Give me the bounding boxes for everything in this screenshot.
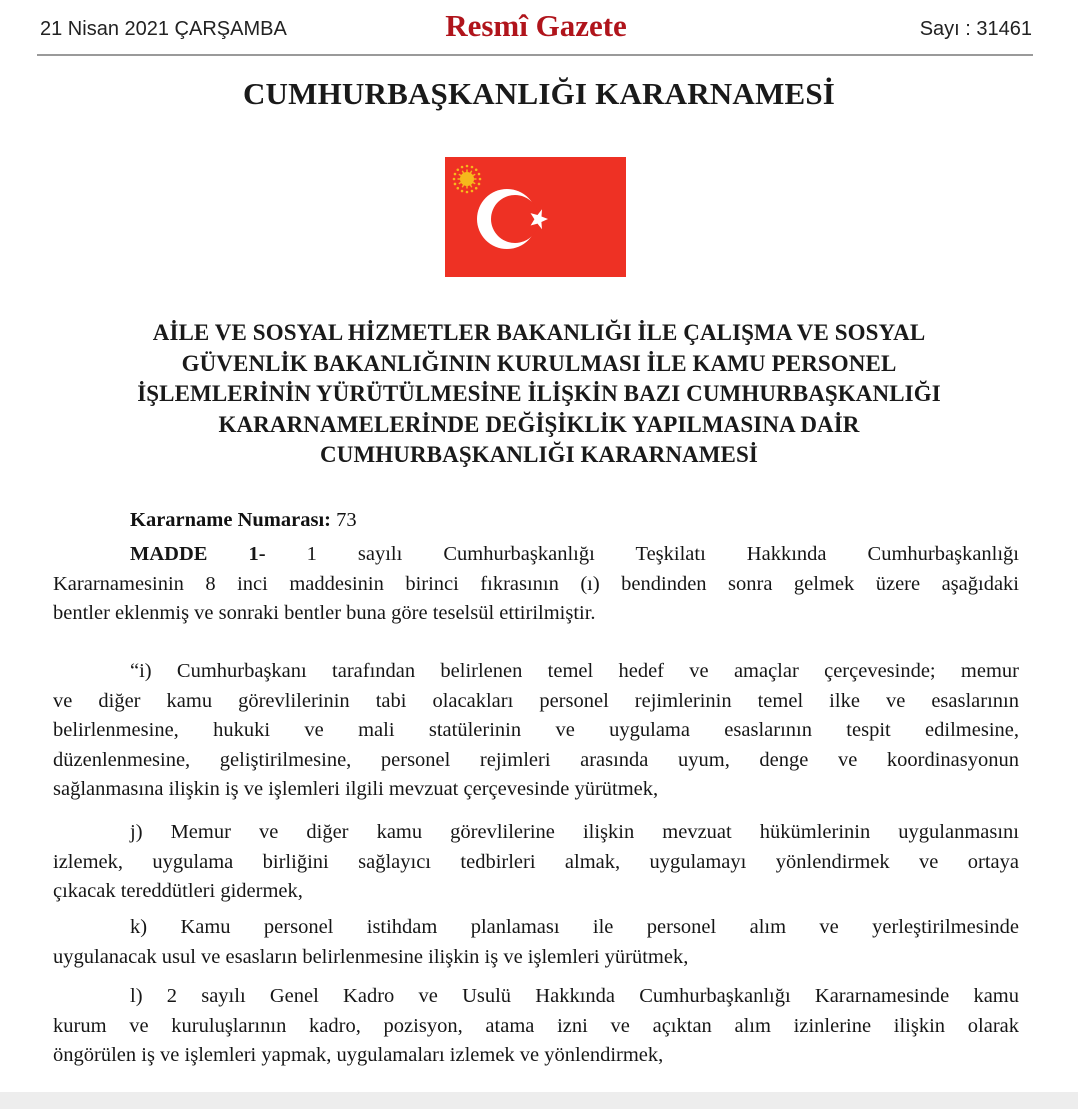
emblem-star <box>478 183 481 186</box>
emblem-star <box>454 183 457 186</box>
article-label: MADDE 1- <box>130 543 266 565</box>
decree-title-line: KARARNAMELERİNDE DEĞİŞİKLİK YAPILMASINA DAİR <box>218 411 860 437</box>
clause-line: kurum ve kuruluşlarının kadro, pozisyon, atama izni ve açıktan alım izinlerine ilişkin olarak <box>53 1014 1019 1037</box>
document-title: CUMHURBAŞKANLIĞI KARARNAMESİ <box>242 76 836 111</box>
emblem-star <box>461 190 464 193</box>
clause-line: k) Kamu personel istihdam planlaması ile personel alım ve yerleştirilmesinde <box>130 916 1019 938</box>
clause-k <box>53 913 1019 972</box>
emblem-star <box>453 178 456 181</box>
header-divider <box>37 54 1033 56</box>
article-line: bentler eklenmiş ve sonraki bentler buna göre teselsül ettirilmiştir. <box>53 602 596 624</box>
clause-l <box>53 982 1019 1071</box>
gazette-logo: Resmî Gazete <box>445 8 627 43</box>
clause-line: l) 2 sayılı Genel Kadro ve Usulü Hakkında Cumhurbaşkanlığı Kararnamesinde kamu <box>130 985 1019 1007</box>
decree-title-line: AİLE VE SOSYAL HİZMETLER BAKANLIĞI İLE ÇALIŞMA VE SOSYAL <box>152 320 926 345</box>
clause-line: “i) Cumhurbaşkanı tarafından belirlenen temel hedef ve amaçlar çerçevesinde; memur <box>130 660 1019 682</box>
emblem-star <box>457 169 460 172</box>
emblem-star <box>478 173 481 176</box>
decree-number-value: 73 <box>336 509 357 531</box>
page-margin <box>1068 0 1078 1092</box>
clause-j <box>53 818 1019 907</box>
decree-number <box>130 509 357 532</box>
clause-line: çıkacak tereddütleri gidermek, <box>53 880 303 902</box>
clause-line: izlemek, uygulama birliğini sağlayıcı tedbirleri almak, uygulamayı yönlendirmek ve ortaya <box>53 850 1019 873</box>
decree-title-line: CUMHURBAŞKANLIĞI KARARNAMESİ <box>320 442 758 467</box>
emblem-star <box>457 187 460 190</box>
clause-i <box>53 657 1019 805</box>
article-line: Kararnamesinin 8 inci maddesinin birinci fıkrasının (ı) bendinden sonra gelmek üzere aşağıdaki <box>53 572 1019 595</box>
viewer-bottom-bar <box>0 1092 1078 1109</box>
clause-line: j) Memur ve diğer kamu görevlilerine ilişkin mevzuat hükümlerinin uygulanmasını <box>130 821 1019 843</box>
clause-line: düzenlenmesine, geliştirilmesine, personel rejimleri arasında uyum, denge ve koordinasyonun <box>53 748 1019 771</box>
decree-title <box>90 318 988 471</box>
clause-line: uygulanacak usul ve esasların belirlenmesine ilişkin iş ve işlemleri yürütmek, <box>53 945 689 968</box>
clause-line: öngörülen iş ve işlemleri yapmak, uygulamaları izlemek ve yönlendirmek, <box>53 1044 664 1066</box>
clause-line: belirlenmesine, hukuki ve mali statülerinin ve uygulama esaslarının tespit edilmesine, <box>53 719 1019 741</box>
article-line: MADDE 1- 1 sayılı Cumhurbaşkanlığı Teşkilatı Hakkında Cumhurbaşkanlığı <box>130 543 1020 565</box>
emblem-star <box>479 178 482 181</box>
article-1 <box>53 540 1019 629</box>
decree-title-line: GÜVENLİK BAKANLIĞININ KURULMASI İLE KAMU PERSONEL <box>181 350 897 376</box>
issue-date: 21 Nisan 2021 ÇARŞAMBA <box>40 18 287 40</box>
emblem-star <box>461 166 464 169</box>
emblem-star <box>471 190 474 193</box>
clause-line: ve diğer kamu görevlilerinin tabi olacakları personel rejimlerinin temel ilke ve esaslarının <box>53 689 1019 712</box>
decree-number-label: Kararname Numarası: <box>130 509 331 531</box>
clause-line: sağlanmasına ilişkin iş ve işlemleri ilgili mevzuat çerçevesinde yürütmek, <box>53 778 659 800</box>
emblem-star <box>466 165 469 168</box>
emblem-star <box>471 166 474 169</box>
emblem-star <box>475 169 478 172</box>
presidential-flag-icon <box>445 157 626 277</box>
emblem-star <box>454 173 457 176</box>
emblem-star <box>475 187 478 190</box>
emblem-star <box>466 191 469 194</box>
issue-number: Sayı : 31461 <box>919 18 1032 40</box>
decree-title-line: İŞLEMLERİNİN YÜRÜTÜLMESİNE İLİŞKİN BAZI CUMHURBAŞKANLIĞI <box>137 381 941 406</box>
gazette-header <box>40 8 1032 54</box>
